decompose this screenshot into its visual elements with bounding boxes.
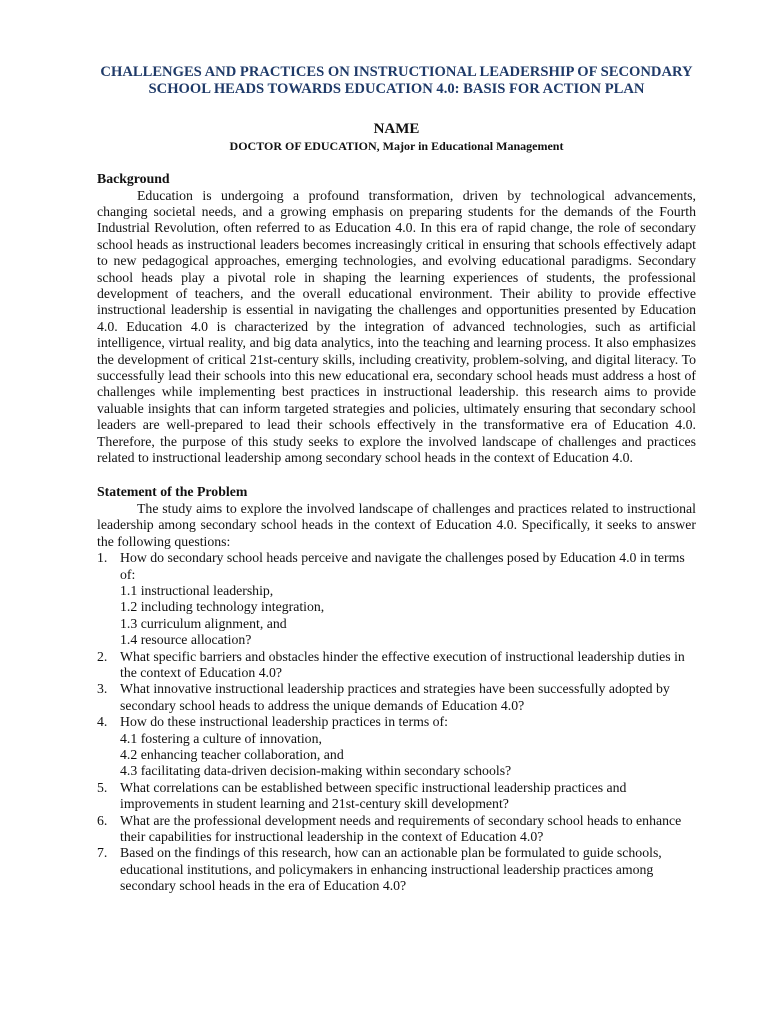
degree-line: DOCTOR OF EDUCATION, Major in Educational Management <box>229 139 564 153</box>
question-number: 3. <box>97 681 108 697</box>
background-paragraph: Education is undergoing a profound transformation, driven by technological advancements, changing societal needs, and a growing emphasis on preparing students for the demands of the Fourth Industrial Revolution, often referred to as Education 4.0. In this era of rapid change, the role of secondary school heads as instructional leaders becomes increasingly critical in ensuring that schools effectively adapt to new pedagogical approaches, emerging technologies, and evolving educational paradigms. Secondary school heads play a pivotal role in shaping the learning experiences of students, the professional development of teachers, and the overall educational environment. Their ability to provide effective instructional leadership is essential in navigating the challenges and opportunities presented by Education 4.0. Education 4.0 is characterized by the integration of advanced technologies, such as artificial intelligence, virtual reality, and big data analytics, into the teaching and learning process. It also emphasizes the development of critical 21st-century skills, including creativity, problem-solving, and digital literacy. To successfully lead their schools into this new educational era, secondary school heads must address a host of challenges while implementing best practices in instructional leadership. this research aims to provide valuable insights that can inform targeted strategies and policies, ultimately ensuring that secondary school leaders are well-prepared to lead their schools effectively in the transformative era of Education 4.0. Therefore, the purpose of this study seeks to explore the involved landscape of challenges and practices related to instructional leadership among secondary school heads in the context of Education 4.0. <box>97 187 696 465</box>
sub-question-item: 4.3 facilitating data-driven decision-making within secondary schools? <box>120 763 512 779</box>
question-item <box>97 780 696 813</box>
question-text: How do secondary school heads perceive and navigate the challenges posed by Education 4.0 in terms of: <box>120 550 685 582</box>
author-name: NAME <box>373 121 420 137</box>
sub-question-item: 4.2 enhancing teacher collaboration, and <box>120 747 344 762</box>
question-number: 5. <box>97 779 108 795</box>
question-item <box>97 714 696 780</box>
question-text: What specific barriers and obstacles hinder the effective execution of instructional leadership duties in the context of Education 4.0? <box>120 648 685 680</box>
question-item <box>97 845 696 894</box>
question-number: 7. <box>97 845 108 861</box>
question-text: How do these instructional leadership practices in terms of: <box>120 714 448 730</box>
question-list <box>97 550 696 895</box>
problem-heading: Statement of the Problem <box>97 484 248 500</box>
sub-question-item: 4.1 fostering a culture of innovation, <box>120 730 322 746</box>
question-number: 6. <box>97 812 108 828</box>
question-item <box>97 813 696 846</box>
document-title: CHALLENGES AND PRACTICES ON INSTRUCTIONAL LEADERSHIP OF SECONDARY SCHOOL HEADS TOWARDS EDUCATION 4.0: BASIS FOR ACTION PLAN <box>100 64 693 97</box>
sub-question-item: 1.1 instructional leadership, <box>120 582 274 598</box>
question-number: 4. <box>97 714 108 730</box>
question-number: 1. <box>97 550 108 566</box>
problem-intro: The study aims to explore the involved landscape of challenges and practices related to instructional leadership among secondary school heads in the context of Education 4.0. Specifically, it seeks to answer the following questions: <box>97 500 696 549</box>
sub-question-item: 1.4 resource allocation? <box>120 632 252 648</box>
question-text: Based on the findings of this research, how can an actionable plan be formulated to guide schools, educational institutions, and policymakers in enhancing instructional leadership practices among secondary school heads in the era of Education 4.0? <box>120 845 662 894</box>
question-item <box>97 649 696 682</box>
question-text: What correlations can be established between specific instructional leadership practices and improvements in student learning and 21st-century skill development? <box>120 779 627 812</box>
sub-question-item: 1.2 including technology integration, <box>120 599 325 615</box>
question-text: What are the professional development needs and requirements of secondary school heads to enhance their capabilities for instructional leadership in the context of Education 4.0? <box>120 812 682 845</box>
question-item <box>97 550 696 648</box>
sub-question-list <box>120 583 696 649</box>
background-heading: Background <box>97 171 170 186</box>
question-item <box>97 681 696 714</box>
sub-question-list <box>120 731 696 780</box>
question-number: 2. <box>97 648 108 664</box>
sub-question-item: 1.3 curriculum alignment, and <box>120 615 287 631</box>
question-text: What innovative instructional leadership practices and strategies have been successfully adopted by secondary school heads to address the unique demands of Education 4.0? <box>120 681 670 713</box>
